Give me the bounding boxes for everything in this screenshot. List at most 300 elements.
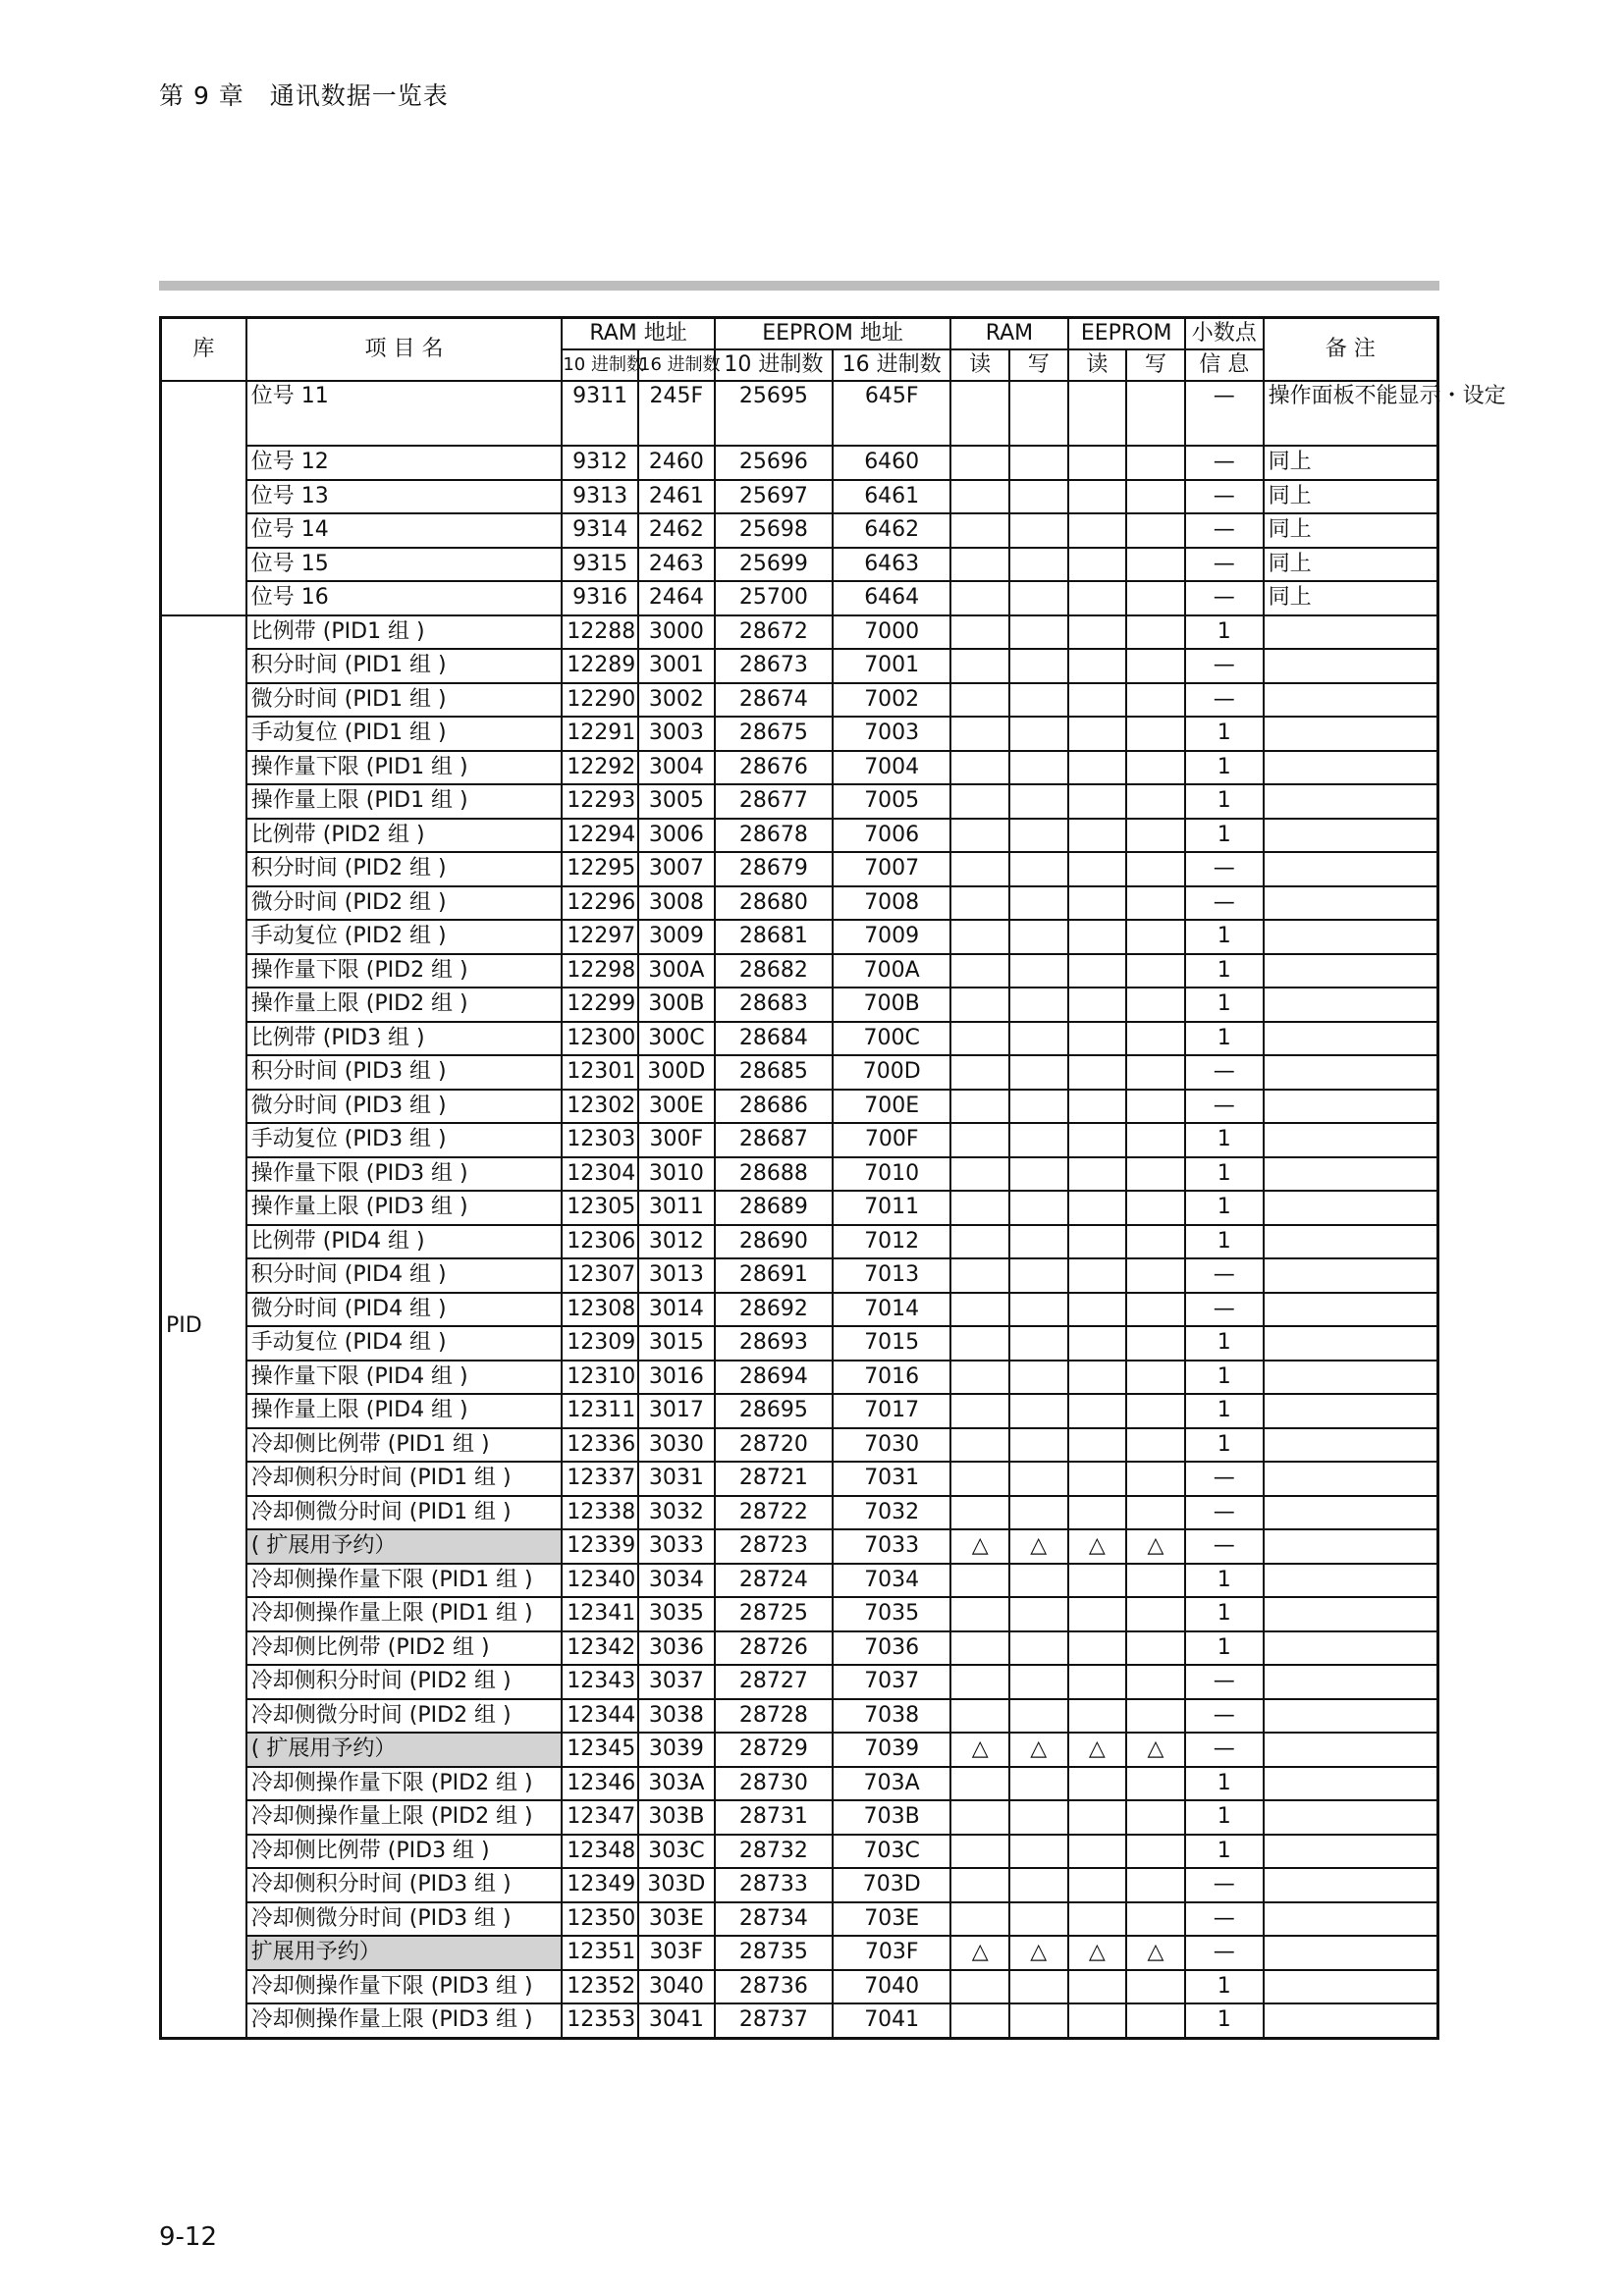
ram-dec-cell: 12350 — [562, 1902, 638, 1937]
remarks-cell — [1264, 1055, 1438, 1090]
eeprom-write-cell — [1126, 1902, 1185, 1937]
ram-dec-cell: 12347 — [562, 1800, 638, 1835]
ram-write-cell — [1009, 581, 1068, 615]
ram-hex-cell: 300D — [638, 1055, 715, 1090]
item-name-cell: 位号 12 — [246, 446, 563, 480]
remarks-cell: 同上 — [1264, 513, 1438, 548]
eeprom-hex-cell: 703F — [833, 1936, 950, 1970]
item-name-cell: 冷却侧积分时间 (PID1 组 ) — [246, 1462, 563, 1496]
eeprom-read-cell — [1068, 886, 1127, 921]
eeprom-read-cell — [1068, 717, 1127, 751]
eeprom-hex-cell: 6464 — [833, 581, 950, 615]
item-name-cell: 冷却侧操作量上限 (PID1 组 ) — [246, 1597, 563, 1631]
decimal-point-cell: — — [1185, 548, 1264, 582]
table-row — [161, 1055, 1438, 1090]
ram-dec-cell: 12302 — [562, 1090, 638, 1124]
ram-dec-cell: 9313 — [562, 480, 638, 514]
eeprom-hex-cell: 7010 — [833, 1157, 950, 1192]
ram-read-cell — [950, 683, 1009, 718]
ram-write-cell — [1009, 513, 1068, 548]
ram-write-cell: △ — [1009, 1936, 1068, 1970]
eeprom-write-cell: △ — [1126, 1936, 1185, 1970]
eeprom-read-cell — [1068, 480, 1127, 514]
eeprom-read-cell — [1068, 1631, 1127, 1666]
ram-hex-cell: 3008 — [638, 886, 715, 921]
ram-dec-cell: 12304 — [562, 1157, 638, 1192]
remarks-cell: 同上 — [1264, 446, 1438, 480]
decimal-point-cell: — — [1185, 852, 1264, 886]
ram-read-cell — [950, 1868, 1009, 1902]
ram-dec-cell: 12308 — [562, 1293, 638, 1327]
item-name-cell: 积分时间 (PID2 组 ) — [246, 852, 563, 886]
eeprom-write-cell — [1126, 1293, 1185, 1327]
ram-dec-cell: 12338 — [562, 1496, 638, 1530]
item-name-cell: 微分时间 (PID2 组 ) — [246, 886, 563, 921]
item-name-cell: ( 扩展用予约） — [246, 1529, 563, 1564]
ram-read-cell — [950, 1428, 1009, 1463]
item-name-cell: 操作量上限 (PID3 组 ) — [246, 1191, 563, 1225]
item-name-cell: 积分时间 (PID4 组 ) — [246, 1258, 563, 1293]
ram-dec-cell: 12337 — [562, 1462, 638, 1496]
eeprom-dec-cell: 28677 — [715, 784, 833, 819]
eeprom-dec-cell: 28695 — [715, 1394, 833, 1428]
table-row — [161, 1902, 1438, 1937]
eeprom-read-cell — [1068, 1394, 1127, 1428]
ram-dec-cell: 9316 — [562, 581, 638, 615]
table-row — [161, 548, 1438, 582]
decimal-point-cell: — — [1185, 446, 1264, 480]
eeprom-write-cell — [1126, 1022, 1185, 1056]
ram-write-cell — [1009, 1800, 1068, 1835]
ram-read-cell — [950, 1394, 1009, 1428]
ram-dec-cell: 12301 — [562, 1055, 638, 1090]
eeprom-dec-cell: 28678 — [715, 819, 833, 853]
eeprom-hex-cell: 700F — [833, 1123, 950, 1157]
ram-read-cell — [950, 446, 1009, 480]
eeprom-read-cell — [1068, 1293, 1127, 1327]
ram-dec-cell: 12344 — [562, 1699, 638, 1734]
ram-write-cell — [1009, 480, 1068, 514]
decimal-point-cell: — — [1185, 886, 1264, 921]
item-name-cell: 冷却侧操作量上限 (PID2 组 ) — [246, 1800, 563, 1835]
remarks-cell: 同上 — [1264, 480, 1438, 514]
ram-read-cell — [950, 954, 1009, 988]
eeprom-hex-cell: 7005 — [833, 784, 950, 819]
remarks-cell — [1264, 784, 1438, 819]
ram-hex-cell: 2461 — [638, 480, 715, 514]
eeprom-read-cell — [1068, 1123, 1127, 1157]
decimal-point-cell: 1 — [1185, 1361, 1264, 1395]
decimal-point-cell: — — [1185, 649, 1264, 683]
ram-read-cell — [950, 581, 1009, 615]
eeprom-dec-cell: 28726 — [715, 1631, 833, 1666]
header-info: 信 息 — [1185, 349, 1264, 381]
eeprom-hex-cell: 7015 — [833, 1326, 950, 1361]
remarks-cell — [1264, 1800, 1438, 1835]
table-row — [161, 1665, 1438, 1699]
ram-dec-cell: 12352 — [562, 1970, 638, 2004]
decimal-point-cell: 1 — [1185, 920, 1264, 954]
header-decimal-point: 小数点 — [1185, 318, 1264, 350]
eeprom-dec-cell: 28686 — [715, 1090, 833, 1124]
ram-dec-cell: 12306 — [562, 1225, 638, 1259]
ram-write-cell — [1009, 1496, 1068, 1530]
remarks-cell — [1264, 1258, 1438, 1293]
ram-hex-cell: 3032 — [638, 1496, 715, 1530]
eeprom-dec-cell: 28673 — [715, 649, 833, 683]
decimal-point-cell: — — [1185, 1733, 1264, 1767]
decimal-point-cell: — — [1185, 1462, 1264, 1496]
remarks-cell — [1264, 920, 1438, 954]
eeprom-read-cell — [1068, 1496, 1127, 1530]
item-name-cell: 微分时间 (PID3 组 ) — [246, 1090, 563, 1124]
table-row — [161, 920, 1438, 954]
eeprom-hex-cell: 7041 — [833, 2003, 950, 2038]
ram-dec-cell: 12336 — [562, 1428, 638, 1463]
ram-write-cell — [1009, 1767, 1068, 1801]
eeprom-read-cell — [1068, 548, 1127, 582]
decimal-point-cell: 1 — [1185, 1428, 1264, 1463]
item-name-cell: 冷却侧操作量下限 (PID3 组 ) — [246, 1970, 563, 2004]
decimal-point-cell: 1 — [1185, 1767, 1264, 1801]
eeprom-read-cell: △ — [1068, 1529, 1127, 1564]
header-ram-read: 读 — [950, 349, 1009, 381]
ram-hex-cell: 3041 — [638, 2003, 715, 2038]
remarks-cell — [1264, 1868, 1438, 1902]
decimal-point-cell: 1 — [1185, 615, 1264, 650]
ram-read-cell — [950, 1090, 1009, 1124]
ram-write-cell — [1009, 920, 1068, 954]
eeprom-write-cell — [1126, 886, 1185, 921]
ram-hex-cell: 3002 — [638, 683, 715, 718]
ram-hex-cell: 303F — [638, 1936, 715, 1970]
item-name-cell: 位号 16 — [246, 581, 563, 615]
ram-write-cell — [1009, 751, 1068, 785]
remarks-cell — [1264, 886, 1438, 921]
eeprom-read-cell — [1068, 1361, 1127, 1395]
communication-data-table — [159, 316, 1506, 2040]
table-row — [161, 581, 1438, 615]
ram-read-cell — [950, 1597, 1009, 1631]
item-name-cell: 冷却侧操作量下限 (PID2 组 ) — [246, 1767, 563, 1801]
ram-read-cell — [950, 2003, 1009, 2038]
table-row — [161, 1699, 1438, 1734]
ram-hex-cell: 245F — [638, 381, 715, 446]
remarks-cell — [1264, 1665, 1438, 1699]
eeprom-dec-cell: 28737 — [715, 2003, 833, 2038]
decimal-point-cell: 1 — [1185, 1022, 1264, 1056]
eeprom-hex-cell: 7004 — [833, 751, 950, 785]
eeprom-dec-cell: 25700 — [715, 581, 833, 615]
item-name-cell: 操作量上限 (PID2 组 ) — [246, 988, 563, 1022]
ram-read-cell: △ — [950, 1733, 1009, 1767]
ram-write-cell — [1009, 1564, 1068, 1598]
eeprom-dec-cell: 28734 — [715, 1902, 833, 1937]
eeprom-read-cell — [1068, 954, 1127, 988]
item-name-cell: 积分时间 (PID1 组 ) — [246, 649, 563, 683]
ram-write-cell — [1009, 381, 1068, 446]
eeprom-hex-cell: 7001 — [833, 649, 950, 683]
ram-write-cell — [1009, 1462, 1068, 1496]
ram-dec-cell: 12300 — [562, 1022, 638, 1056]
ram-write-cell — [1009, 2003, 1068, 2038]
item-name-cell: 操作量下限 (PID2 组 ) — [246, 954, 563, 988]
eeprom-read-cell — [1068, 1157, 1127, 1192]
table-row — [161, 1361, 1438, 1395]
eeprom-read-cell — [1068, 1767, 1127, 1801]
eeprom-dec-cell: 28687 — [715, 1123, 833, 1157]
eeprom-hex-cell: 7039 — [833, 1733, 950, 1767]
decimal-point-cell: — — [1185, 1055, 1264, 1090]
eeprom-dec-cell: 28685 — [715, 1055, 833, 1090]
table-row — [161, 852, 1438, 886]
eeprom-hex-cell: 700E — [833, 1090, 950, 1124]
ram-dec-cell: 12349 — [562, 1868, 638, 1902]
eeprom-write-cell — [1126, 446, 1185, 480]
item-name-cell: 位号 13 — [246, 480, 563, 514]
header-eeprom-write: 写 — [1126, 349, 1185, 381]
ram-write-cell — [1009, 1090, 1068, 1124]
eeprom-hex-cell: 7032 — [833, 1496, 950, 1530]
ram-read-cell — [950, 784, 1009, 819]
eeprom-hex-cell: 7007 — [833, 852, 950, 886]
decimal-point-cell: 1 — [1185, 1835, 1264, 1869]
ram-read-cell — [950, 1225, 1009, 1259]
remarks-cell — [1264, 1529, 1438, 1564]
eeprom-dec-cell: 28728 — [715, 1699, 833, 1734]
decimal-point-cell: 1 — [1185, 1970, 1264, 2004]
table-row — [161, 784, 1438, 819]
ram-read-cell — [950, 852, 1009, 886]
remarks-cell — [1264, 852, 1438, 886]
ram-dec-cell: 12346 — [562, 1767, 638, 1801]
eeprom-dec-cell: 28691 — [715, 1258, 833, 1293]
ram-hex-cell: 303C — [638, 1835, 715, 1869]
remarks-cell — [1264, 1970, 1438, 2004]
ram-write-cell — [1009, 446, 1068, 480]
decimal-point-cell: — — [1185, 1090, 1264, 1124]
ram-write-cell — [1009, 548, 1068, 582]
table-row — [161, 1597, 1438, 1631]
eeprom-write-cell — [1126, 615, 1185, 650]
ram-dec-cell: 12288 — [562, 615, 638, 650]
table-row — [161, 886, 1438, 921]
eeprom-hex-cell: 703B — [833, 1800, 950, 1835]
ram-hex-cell: 3009 — [638, 920, 715, 954]
ram-read-cell — [950, 615, 1009, 650]
decimal-point-cell: 1 — [1185, 1225, 1264, 1259]
eeprom-read-cell — [1068, 1902, 1127, 1937]
ram-read-cell — [950, 513, 1009, 548]
eeprom-dec-cell: 28672 — [715, 615, 833, 650]
ram-hex-cell: 3017 — [638, 1394, 715, 1428]
table-row — [161, 1191, 1438, 1225]
header-remarks: 备 注 — [1264, 318, 1438, 382]
eeprom-write-cell — [1126, 480, 1185, 514]
ram-dec-cell: 12291 — [562, 717, 638, 751]
ram-write-cell — [1009, 1597, 1068, 1631]
ram-write-cell — [1009, 988, 1068, 1022]
library-cell — [161, 381, 246, 615]
ram-dec-cell: 12307 — [562, 1258, 638, 1293]
ram-dec-cell: 12305 — [562, 1191, 638, 1225]
eeprom-write-cell — [1126, 1225, 1185, 1259]
ram-hex-cell: 3031 — [638, 1462, 715, 1496]
ram-write-cell — [1009, 1225, 1068, 1259]
eeprom-dec-cell: 28725 — [715, 1597, 833, 1631]
item-name-cell: 操作量下限 (PID3 组 ) — [246, 1157, 563, 1192]
ram-dec-cell: 12345 — [562, 1733, 638, 1767]
table-row — [161, 1090, 1438, 1124]
ram-read-cell — [950, 1055, 1009, 1090]
decimal-point-cell: 1 — [1185, 784, 1264, 819]
ram-hex-cell: 3001 — [638, 649, 715, 683]
ram-read-cell: △ — [950, 1529, 1009, 1564]
ram-dec-cell: 12339 — [562, 1529, 638, 1564]
remarks-cell — [1264, 1699, 1438, 1734]
ram-read-cell — [950, 1699, 1009, 1734]
eeprom-dec-cell: 28720 — [715, 1428, 833, 1463]
table-row — [161, 1394, 1438, 1428]
table-row — [161, 1326, 1438, 1361]
table-row — [161, 513, 1438, 548]
remarks-cell — [1264, 988, 1438, 1022]
eeprom-dec-cell: 28722 — [715, 1496, 833, 1530]
eeprom-hex-cell: 7031 — [833, 1462, 950, 1496]
header-eeprom-dec: 10 进制数 — [715, 349, 833, 381]
table-row — [161, 1157, 1438, 1192]
ram-read-cell — [950, 1022, 1009, 1056]
eeprom-dec-cell: 28681 — [715, 920, 833, 954]
table-row — [161, 446, 1438, 480]
ram-read-cell — [950, 1157, 1009, 1192]
ram-hex-cell: 3030 — [638, 1428, 715, 1463]
ram-dec-cell: 12351 — [562, 1936, 638, 1970]
eeprom-write-cell — [1126, 1258, 1185, 1293]
ram-write-cell — [1009, 1191, 1068, 1225]
table-row — [161, 1936, 1438, 1970]
ram-hex-cell: 300A — [638, 954, 715, 988]
ram-write-cell — [1009, 1665, 1068, 1699]
remarks-cell: 同上 — [1264, 581, 1438, 615]
item-name-cell: 操作量下限 (PID1 组 ) — [246, 751, 563, 785]
eeprom-write-cell — [1126, 2003, 1185, 2038]
eeprom-read-cell — [1068, 852, 1127, 886]
eeprom-read-cell — [1068, 1022, 1127, 1056]
ram-dec-cell: 12343 — [562, 1665, 638, 1699]
eeprom-dec-cell: 28688 — [715, 1157, 833, 1192]
decimal-point-cell: — — [1185, 381, 1264, 446]
remarks-cell: 操作面板不能显示・设定 — [1264, 381, 1438, 446]
ram-write-cell — [1009, 1835, 1068, 1869]
eeprom-write-cell — [1126, 1665, 1185, 1699]
ram-read-cell — [950, 1767, 1009, 1801]
item-name-cell: 冷却侧微分时间 (PID2 组 ) — [246, 1699, 563, 1734]
table-row — [161, 1835, 1438, 1869]
table-row — [161, 1022, 1438, 1056]
eeprom-hex-cell: 7040 — [833, 1970, 950, 2004]
table-row — [161, 1293, 1438, 1327]
eeprom-hex-cell: 7035 — [833, 1597, 950, 1631]
eeprom-write-cell — [1126, 1157, 1185, 1192]
eeprom-hex-cell: 645F — [833, 381, 950, 446]
item-name-cell: 比例带 (PID2 组 ) — [246, 819, 563, 853]
eeprom-write-cell — [1126, 852, 1185, 886]
decimal-point-cell: — — [1185, 1936, 1264, 1970]
table-row — [161, 988, 1438, 1022]
item-name-cell: 冷却侧积分时间 (PID3 组 ) — [246, 1868, 563, 1902]
table-row — [161, 1496, 1438, 1530]
item-name-cell: 位号 11 — [246, 381, 563, 446]
table-row — [161, 480, 1438, 514]
item-name-cell: ( 扩展用予约） — [246, 1733, 563, 1767]
eeprom-write-cell — [1126, 548, 1185, 582]
eeprom-hex-cell: 703A — [833, 1767, 950, 1801]
eeprom-write-cell — [1126, 1970, 1185, 2004]
ram-dec-cell: 12299 — [562, 988, 638, 1022]
eeprom-write-cell — [1126, 1361, 1185, 1395]
eeprom-hex-cell: 7011 — [833, 1191, 950, 1225]
ram-hex-cell: 303A — [638, 1767, 715, 1801]
table-row — [161, 1225, 1438, 1259]
ram-read-cell — [950, 381, 1009, 446]
eeprom-dec-cell: 28689 — [715, 1191, 833, 1225]
eeprom-dec-cell: 28692 — [715, 1293, 833, 1327]
ram-hex-cell: 3010 — [638, 1157, 715, 1192]
ram-read-cell — [950, 717, 1009, 751]
eeprom-read-cell — [1068, 1055, 1127, 1090]
eeprom-dec-cell: 28733 — [715, 1868, 833, 1902]
eeprom-write-cell — [1126, 1597, 1185, 1631]
decimal-point-cell: — — [1185, 581, 1264, 615]
table-row — [161, 1529, 1438, 1564]
ram-hex-cell: 3006 — [638, 819, 715, 853]
eeprom-dec-cell: 25697 — [715, 480, 833, 514]
eeprom-dec-cell: 28693 — [715, 1326, 833, 1361]
ram-dec-cell: 12353 — [562, 2003, 638, 2038]
eeprom-write-cell — [1126, 1123, 1185, 1157]
eeprom-hex-cell: 6462 — [833, 513, 950, 548]
remarks-cell — [1264, 1326, 1438, 1361]
header-eeprom-address: EEPROM 地址 — [715, 318, 951, 350]
eeprom-hex-cell: 700A — [833, 954, 950, 988]
eeprom-dec-cell: 25699 — [715, 548, 833, 582]
remarks-cell — [1264, 1428, 1438, 1463]
eeprom-read-cell — [1068, 920, 1127, 954]
eeprom-read-cell — [1068, 649, 1127, 683]
eeprom-read-cell — [1068, 1258, 1127, 1293]
eeprom-write-cell — [1126, 1428, 1185, 1463]
eeprom-read-cell — [1068, 683, 1127, 718]
decimal-point-cell: — — [1185, 1496, 1264, 1530]
header-ram-dec: 10 进制数 — [562, 349, 638, 381]
eeprom-read-cell — [1068, 751, 1127, 785]
eeprom-write-cell — [1126, 920, 1185, 954]
eeprom-hex-cell: 703E — [833, 1902, 950, 1937]
eeprom-read-cell — [1068, 2003, 1127, 2038]
ram-hex-cell: 2460 — [638, 446, 715, 480]
decimal-point-cell: — — [1185, 480, 1264, 514]
decimal-point-cell: 1 — [1185, 1800, 1264, 1835]
eeprom-write-cell — [1126, 717, 1185, 751]
table-row — [161, 2003, 1438, 2038]
ram-dec-cell: 12292 — [562, 751, 638, 785]
eeprom-dec-cell: 28675 — [715, 717, 833, 751]
ram-hex-cell: 300E — [638, 1090, 715, 1124]
decimal-point-cell: 1 — [1185, 954, 1264, 988]
eeprom-dec-cell: 25698 — [715, 513, 833, 548]
eeprom-read-cell — [1068, 1835, 1127, 1869]
